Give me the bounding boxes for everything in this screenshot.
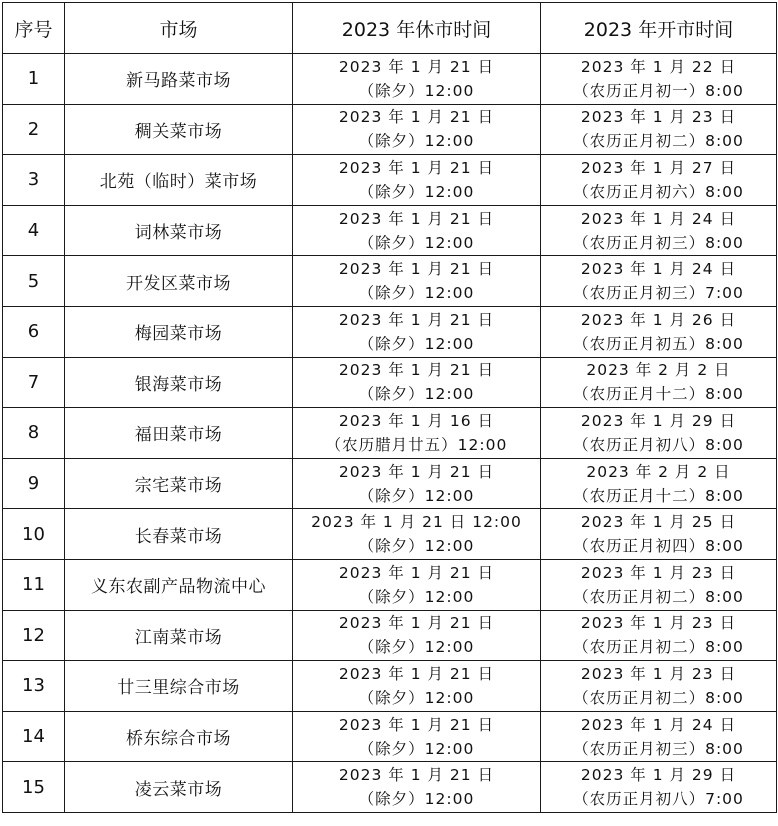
close-date: 2023 年 1 月 21 日	[338, 715, 495, 734]
open-time: （农历正月初五）8:00	[573, 334, 744, 353]
row-number: 2	[3, 104, 65, 155]
open-date: 2023 年 1 月 24 日	[580, 260, 737, 279]
close-time: （除夕）12:00	[358, 688, 475, 707]
table-row	[3, 509, 777, 560]
close-time-cell	[293, 357, 541, 408]
close-time-cell	[293, 762, 541, 813]
market-name: 宗宅菜市场	[65, 458, 293, 509]
open-time-cell	[541, 357, 777, 408]
row-number: 1	[3, 54, 65, 105]
table-header-row	[3, 3, 777, 54]
open-time: （农历正月初三）7:00	[573, 284, 744, 303]
table-row	[3, 610, 777, 661]
close-date: 2023 年 1 月 21 日	[338, 158, 495, 177]
close-time: （除夕）12:00	[358, 587, 475, 606]
table-row	[3, 306, 777, 357]
market-name: 凌云菜市场	[65, 762, 293, 813]
close-date: 2023 年 1 月 21 日	[338, 108, 495, 127]
table-row	[3, 205, 777, 256]
open-time-cell	[541, 661, 777, 712]
close-time-cell	[293, 559, 541, 610]
open-time-cell	[541, 205, 777, 256]
open-time-cell	[541, 155, 777, 206]
open-time-cell	[541, 509, 777, 560]
close-date: 2023 年 1 月 21 日	[338, 766, 495, 785]
open-date: 2023 年 1 月 23 日	[580, 108, 737, 127]
row-number: 6	[3, 306, 65, 357]
open-time: （农历正月初二）8:00	[573, 638, 744, 657]
open-time-cell	[541, 559, 777, 610]
table-row	[3, 104, 777, 155]
open-time-cell	[541, 256, 777, 307]
open-time-cell	[541, 408, 777, 459]
table-row	[3, 408, 777, 459]
market-name: 廿三里综合市场	[65, 661, 293, 712]
close-date: 2023 年 1 月 21 日	[338, 614, 495, 633]
market-name: 长春菜市场	[65, 509, 293, 560]
header-close-time: 2023 年休市时间	[293, 3, 541, 54]
table-row	[3, 661, 777, 712]
market-name: 词林菜市场	[65, 205, 293, 256]
open-date: 2023 年 1 月 29 日	[580, 411, 737, 430]
open-time: （农历正月初三）8:00	[573, 739, 744, 758]
close-time-cell	[293, 256, 541, 307]
table-row	[3, 711, 777, 762]
close-date: 2023 年 1 月 21 日	[338, 310, 495, 329]
open-date: 2023 年 1 月 23 日	[580, 664, 737, 683]
open-time-cell	[541, 104, 777, 155]
close-time: （除夕）12:00	[358, 132, 475, 151]
close-date: 2023 年 1 月 16 日	[338, 411, 495, 430]
close-time: （除夕）12:00	[358, 638, 475, 657]
table-row	[3, 458, 777, 509]
open-date: 2023 年 2 月 2 日	[586, 361, 731, 380]
row-number: 10	[3, 509, 65, 560]
close-time-cell	[293, 205, 541, 256]
row-number: 7	[3, 357, 65, 408]
open-date: 2023 年 1 月 25 日	[580, 513, 737, 532]
row-number: 12	[3, 610, 65, 661]
close-date: 2023 年 1 月 21 日	[338, 462, 495, 481]
market-name: 桥东综合市场	[65, 711, 293, 762]
close-time: （除夕）12:00	[358, 739, 475, 758]
open-time: （农历正月初二）8:00	[573, 587, 744, 606]
market-name: 开发区菜市场	[65, 256, 293, 307]
market-name: 银海菜市场	[65, 357, 293, 408]
open-time: （农历正月初八）7:00	[573, 790, 744, 809]
market-name: 北苑（临时）菜市场	[65, 155, 293, 206]
open-date: 2023 年 1 月 23 日	[580, 563, 737, 582]
market-name: 江南菜市场	[65, 610, 293, 661]
close-time-cell	[293, 408, 541, 459]
close-time-cell	[293, 458, 541, 509]
open-time: （农历正月初二）8:00	[573, 132, 744, 151]
market-name: 义东农副产品物流中心	[65, 559, 293, 610]
open-date: 2023 年 1 月 27 日	[580, 158, 737, 177]
close-time-cell	[293, 155, 541, 206]
close-time-cell	[293, 54, 541, 105]
close-time: （除夕）12:00	[358, 790, 475, 809]
table-row	[3, 762, 777, 813]
row-number: 13	[3, 661, 65, 712]
table-row	[3, 54, 777, 105]
header-open-time: 2023 年开市时间	[541, 3, 777, 54]
open-time: （农历正月初四）8:00	[573, 537, 744, 556]
open-date: 2023 年 1 月 26 日	[580, 310, 737, 329]
header-no: 序号	[3, 3, 65, 54]
table-row	[3, 155, 777, 206]
open-time-cell	[541, 458, 777, 509]
close-date: 2023 年 1 月 21 日	[338, 361, 495, 380]
row-number: 14	[3, 711, 65, 762]
close-time-cell	[293, 104, 541, 155]
market-name: 新马路菜市场	[65, 54, 293, 105]
row-number: 4	[3, 205, 65, 256]
open-time: （农历正月初三）8:00	[573, 233, 744, 252]
close-date: 2023 年 1 月 21 日	[338, 57, 495, 76]
close-time: （除夕）12:00	[358, 182, 475, 201]
market-name: 稠关菜市场	[65, 104, 293, 155]
open-date: 2023 年 2 月 2 日	[586, 462, 731, 481]
close-date: 2023 年 1 月 21 日	[338, 563, 495, 582]
close-time-cell	[293, 610, 541, 661]
close-time: （除夕）12:00	[358, 537, 475, 556]
open-time-cell	[541, 711, 777, 762]
open-date: 2023 年 1 月 22 日	[580, 57, 737, 76]
close-date: 2023 年 1 月 21 日 12:00	[311, 513, 522, 532]
close-time: （除夕）12:00	[358, 81, 475, 100]
table-row	[3, 256, 777, 307]
open-time: （农历正月十二）8:00	[573, 385, 744, 404]
market-name: 福田菜市场	[65, 408, 293, 459]
close-time: （除夕）12:00	[358, 284, 475, 303]
close-time: （除夕）12:00	[358, 334, 475, 353]
row-number: 5	[3, 256, 65, 307]
open-time-cell	[541, 306, 777, 357]
close-date: 2023 年 1 月 21 日	[338, 209, 495, 228]
close-date: 2023 年 1 月 21 日	[338, 260, 495, 279]
close-time: （农历腊月廿五）12:00	[325, 435, 508, 454]
open-date: 2023 年 1 月 29 日	[580, 766, 737, 785]
open-date: 2023 年 1 月 24 日	[580, 209, 737, 228]
open-time: （农历正月初一）8:00	[573, 81, 744, 100]
market-schedule-table	[2, 2, 777, 813]
close-date: 2023 年 1 月 21 日	[338, 664, 495, 683]
row-number: 3	[3, 155, 65, 206]
row-number: 11	[3, 559, 65, 610]
open-time: （农历正月初六）8:00	[573, 182, 744, 201]
open-time: （农历正月初八）8:00	[573, 435, 744, 454]
open-time-cell	[541, 610, 777, 661]
header-market: 市场	[65, 3, 293, 54]
open-time: （农历正月十二）8:00	[573, 486, 744, 505]
open-date: 2023 年 1 月 23 日	[580, 614, 737, 633]
close-time-cell	[293, 306, 541, 357]
close-time: （除夕）12:00	[358, 385, 475, 404]
row-number: 8	[3, 408, 65, 459]
row-number: 9	[3, 458, 65, 509]
close-time-cell	[293, 509, 541, 560]
open-time-cell	[541, 54, 777, 105]
close-time-cell	[293, 711, 541, 762]
table-body	[3, 54, 777, 813]
table-row	[3, 559, 777, 610]
open-time: （农历正月初二）8:00	[573, 688, 744, 707]
table-row	[3, 357, 777, 408]
open-date: 2023 年 1 月 24 日	[580, 715, 737, 734]
close-time: （除夕）12:00	[358, 486, 475, 505]
row-number: 15	[3, 762, 65, 813]
close-time-cell	[293, 661, 541, 712]
close-time: （除夕）12:00	[358, 233, 475, 252]
market-name: 梅园菜市场	[65, 306, 293, 357]
open-time-cell	[541, 762, 777, 813]
